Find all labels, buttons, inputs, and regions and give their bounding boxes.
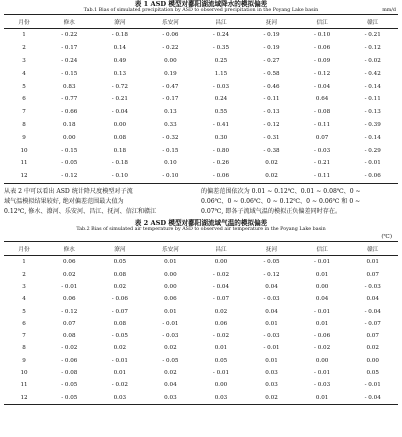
month-cell: 12 xyxy=(4,170,44,183)
table2-header-leanhe: 乐安河 xyxy=(145,242,196,256)
value-cell: - 0.15 xyxy=(162,147,179,154)
value-cell: - 0.02 xyxy=(212,333,230,340)
table2-header-month: 月份 xyxy=(4,242,44,256)
value-cell: 0.03 xyxy=(196,391,247,404)
table1-header-leanhe: 乐安河 xyxy=(145,15,196,29)
table2-subtitle: Tab.2 Bias of simulated air temperature by ASD to observed air temperature in the Poyang Lake basin xyxy=(76,227,326,233)
value-cell: 0.00 xyxy=(164,57,177,64)
paragraph-line: 从表 2 中可以看出 ASD 统计降尺度模型对子流 xyxy=(4,187,133,195)
table-row xyxy=(4,42,398,55)
value-cell: - 0.41 xyxy=(212,121,230,128)
value-cell: 0.00 xyxy=(164,283,177,290)
value-cell: - 0.05 xyxy=(162,357,179,364)
value-cell: 0.08 xyxy=(113,320,127,327)
value-cell: 0.08 xyxy=(113,134,127,141)
month-cell: 10 xyxy=(20,369,28,376)
value-cell: - 0.06 xyxy=(314,333,331,340)
month-cell: 1 xyxy=(22,32,26,39)
table-row xyxy=(4,355,398,367)
value-cell: 0.07 xyxy=(315,134,329,141)
table-row xyxy=(4,80,398,93)
value-cell: 0.01 xyxy=(164,259,177,266)
table2-title: 表 2 ASD 模型对鄱阳湖流域气温的模拟偏差 xyxy=(134,219,268,228)
value-cell: 0.04 xyxy=(265,283,278,290)
table-row xyxy=(4,293,398,305)
body-paragraph xyxy=(4,187,398,218)
value-cell: 0.33 xyxy=(164,121,177,128)
table2-unit: (℃) xyxy=(381,234,392,241)
value-cell: 1.15 xyxy=(214,70,228,77)
value-cell: 0.02 xyxy=(113,345,127,352)
value-cell: 0.03 xyxy=(265,382,278,389)
value-cell: - 0.58 xyxy=(263,70,280,77)
value-cell: - 0.17 xyxy=(162,96,179,103)
value-cell: - 0.04 xyxy=(314,83,331,90)
value-cell: 0.49 xyxy=(113,57,127,64)
value-cell: - 0.01 xyxy=(61,283,78,290)
paragraph-line: 的偏差范围依次为 0.01 ~ 0.12℃、0.01 ~ 0.08℃、0 ~ xyxy=(201,187,361,195)
value-cell: - 0.03 xyxy=(364,283,381,290)
value-cell: 0.06 xyxy=(63,296,76,303)
value-cell: 0.02 xyxy=(366,345,379,352)
table1-header-xinjiang: 信江 xyxy=(297,15,348,29)
value-cell: - 0.05 xyxy=(61,160,78,167)
value-cell: 0.07 xyxy=(63,320,76,327)
value-cell: 0.02 xyxy=(246,391,297,404)
value-cell: 0.02 xyxy=(63,271,76,278)
value-cell: - 0.12 xyxy=(263,121,280,128)
value-cell: 0.02 xyxy=(164,369,177,376)
value-cell: - 0.04 xyxy=(347,391,398,404)
table-row xyxy=(4,131,398,144)
paragraph-line: 0.07℃, 即各子流域气温的模拟正负偏差同时存在。 xyxy=(201,207,342,215)
value-cell: - 0.06 xyxy=(314,45,331,52)
value-cell: - 0.38 xyxy=(263,147,280,154)
value-cell: - 0.29 xyxy=(364,147,381,154)
month-cell: 8 xyxy=(22,345,26,352)
value-cell: - 0.18 xyxy=(111,160,128,167)
value-cell: - 0.02 xyxy=(212,271,230,278)
value-cell: - 0.15 xyxy=(61,147,78,154)
month-cell: 7 xyxy=(22,333,26,340)
value-cell: - 0.01 xyxy=(263,345,280,352)
value-cell: - 0.01 xyxy=(212,369,230,376)
table-row xyxy=(4,367,398,379)
value-cell: - 0.02 xyxy=(364,57,381,64)
table2-header-xinjiang: 信江 xyxy=(297,242,348,256)
month-cell: 11 xyxy=(20,382,28,389)
value-cell: - 0.05 xyxy=(61,382,78,389)
value-cell: - 0.03 xyxy=(162,333,179,340)
value-cell: 0.24 xyxy=(214,96,228,103)
value-cell: 0.02 xyxy=(214,308,228,315)
value-cell: 0.04 xyxy=(265,308,278,315)
value-cell: 0.64 xyxy=(315,96,329,103)
value-cell: - 0.77 xyxy=(61,96,78,103)
month-cell: 4 xyxy=(22,70,26,77)
value-cell: - 0.01 xyxy=(111,357,128,364)
value-cell: - 0.01 xyxy=(314,369,331,376)
table1-header-changjiang: 昌江 xyxy=(196,15,247,29)
month-cell: 12 xyxy=(4,391,44,404)
value-cell: - 0.26 xyxy=(212,160,230,167)
value-cell: - 0.72 xyxy=(111,83,128,90)
value-cell: - 0.14 xyxy=(364,83,381,90)
value-cell: 0.00 xyxy=(214,382,228,389)
value-cell: 0.03 xyxy=(145,391,196,404)
table-row xyxy=(4,281,398,293)
value-cell: 0.06 xyxy=(214,320,228,327)
table2-header-fuhe: 抚河 xyxy=(246,242,297,256)
value-cell: - 0.22 xyxy=(162,45,179,52)
table2-header-xiushui: 修水 xyxy=(44,242,95,256)
value-cell: 0.07 xyxy=(366,333,379,340)
value-cell: - 0.21 xyxy=(314,160,331,167)
table1-title: 表 1 ASD 模型对鄱阳湖流域降水的模拟偏差 xyxy=(134,0,268,8)
value-cell: - 0.12 xyxy=(314,70,331,77)
table2-header-row xyxy=(4,242,398,256)
value-cell: - 0.07 xyxy=(212,296,230,303)
value-cell: - 0.15 xyxy=(61,70,78,77)
month-cell: 3 xyxy=(22,283,26,290)
value-cell: 0.18 xyxy=(63,121,76,128)
value-cell: - 0.03 xyxy=(314,382,331,389)
month-cell: 2 xyxy=(22,45,26,52)
table1-header-liaohe: 潦河 xyxy=(95,15,146,29)
value-cell: - 0.04 xyxy=(364,308,381,315)
value-cell: 0.01 xyxy=(297,391,348,404)
value-cell: - 0.14 xyxy=(364,134,381,141)
value-cell: - 0.24 xyxy=(212,32,230,39)
value-cell: 0.04 xyxy=(366,296,379,303)
value-cell: - 0.11 xyxy=(314,121,331,128)
table-row xyxy=(4,170,398,183)
value-cell: - 0.42 xyxy=(364,70,381,77)
value-cell: - 0.19 xyxy=(263,32,280,39)
table2-header-changjiang: 昌江 xyxy=(196,242,247,256)
table-row xyxy=(4,119,398,132)
table2 xyxy=(4,241,398,405)
value-cell: 0.83 xyxy=(63,83,76,90)
value-cell: - 0.08 xyxy=(61,369,78,376)
value-cell: - 0.21 xyxy=(111,96,128,103)
value-cell: 0.01 xyxy=(214,345,228,352)
value-cell: 0.25 xyxy=(214,57,228,64)
value-cell: - 0.12 xyxy=(263,271,280,278)
table-row xyxy=(4,106,398,119)
month-cell: 5 xyxy=(22,308,26,315)
value-cell: - 0.24 xyxy=(61,57,78,64)
table-row xyxy=(4,93,398,106)
value-cell: - 0.07 xyxy=(111,308,128,315)
value-cell: - 0.39 xyxy=(364,121,381,128)
value-cell: 0.00 xyxy=(164,271,177,278)
value-cell: 0.00 xyxy=(63,134,76,141)
value-cell: - 0.04 xyxy=(111,109,128,116)
value-cell: - 0.10 xyxy=(314,32,331,39)
value-cell: - 0.12 xyxy=(364,45,381,52)
value-cell: - 0.01 xyxy=(314,308,331,315)
value-cell: - 0.10 xyxy=(95,170,146,183)
month-cell: 7 xyxy=(22,109,26,116)
value-cell: - 0.17 xyxy=(61,45,78,52)
value-cell: - 0.05 xyxy=(44,391,95,404)
value-cell: 0.00 xyxy=(315,357,329,364)
table1-header-ganjiang: 赣江 xyxy=(347,15,398,29)
month-cell: 10 xyxy=(20,147,28,154)
value-cell: 0.01 xyxy=(315,271,329,278)
value-cell: - 0.13 xyxy=(263,109,280,116)
table1-subtitle-text: Tab.1 Bias of simulated precipitation by ASD to observed precipitation in the Poyang Lake basin xyxy=(83,8,319,13)
paragraph-line: 域气温模拟结果较好, 绝对偏差范围最大值为 xyxy=(4,197,124,205)
value-cell: 0.02 xyxy=(164,345,177,352)
value-cell: - 0.46 xyxy=(263,83,280,90)
table1-body xyxy=(4,29,398,184)
table-row xyxy=(4,256,398,269)
month-cell: 1 xyxy=(22,259,26,266)
value-cell: - 0.01 xyxy=(364,382,381,389)
value-cell: - 0.09 xyxy=(314,57,331,64)
value-cell: - 0.02 xyxy=(314,345,331,352)
value-cell: 0.02 xyxy=(246,170,297,183)
table-row xyxy=(4,318,398,330)
value-cell: - 0.32 xyxy=(162,134,179,141)
value-cell: - 0.06 xyxy=(162,32,179,39)
value-cell: - 0.07 xyxy=(364,320,381,327)
value-cell: 0.01 xyxy=(164,308,177,315)
value-cell: 0.00 xyxy=(366,357,379,364)
value-cell: - 0.05 xyxy=(111,333,128,340)
table1-subtitle xyxy=(0,8,402,14)
paragraph-right-column xyxy=(201,187,398,218)
value-cell: 0.00 xyxy=(315,283,329,290)
value-cell: 0.02 xyxy=(265,160,278,167)
value-cell: 0.14 xyxy=(113,45,127,52)
value-cell: - 0.12 xyxy=(61,308,78,315)
value-cell: 0.03 xyxy=(95,391,146,404)
value-cell: - 0.21 xyxy=(364,32,381,39)
table-row xyxy=(4,67,398,80)
value-cell: 0.18 xyxy=(113,147,127,154)
month-cell: 6 xyxy=(22,96,26,103)
value-cell: 0.01 xyxy=(265,357,278,364)
table2-header-liaohe: 潦河 xyxy=(95,242,146,256)
value-cell: - 0.80 xyxy=(212,147,230,154)
value-cell: - 0.01 xyxy=(162,320,179,327)
value-cell: 0.01 xyxy=(366,259,379,266)
value-cell: - 0.05 xyxy=(263,259,280,266)
value-cell: - 0.35 xyxy=(212,45,230,52)
table1-header-fuhe: 抚河 xyxy=(246,15,297,29)
value-cell: - 0.31 xyxy=(263,134,280,141)
table2-body xyxy=(4,256,398,405)
value-cell: 0.05 xyxy=(214,357,228,364)
month-cell: 8 xyxy=(22,121,26,128)
value-cell: 0.06 xyxy=(164,296,177,303)
value-cell: - 0.13 xyxy=(364,109,381,116)
value-cell: 0.00 xyxy=(214,259,228,266)
value-cell: 0.08 xyxy=(63,333,76,340)
value-cell: 0.07 xyxy=(366,271,379,278)
value-cell: - 0.08 xyxy=(314,109,331,116)
value-cell: - 0.03 xyxy=(314,147,331,154)
table1-unit: mm/d xyxy=(382,8,396,13)
value-cell: - 0.03 xyxy=(263,333,280,340)
value-cell: - 0.47 xyxy=(162,83,179,90)
value-cell: - 0.04 xyxy=(212,283,230,290)
table-row xyxy=(4,144,398,157)
value-cell: 0.05 xyxy=(366,369,379,376)
value-cell: 0.04 xyxy=(315,296,329,303)
value-cell: - 0.06 xyxy=(196,170,247,183)
value-cell: 0.10 xyxy=(164,160,177,167)
month-cell: 11 xyxy=(20,160,28,167)
value-cell: - 0.02 xyxy=(61,345,78,352)
value-cell: 0.30 xyxy=(214,134,228,141)
value-cell: - 0.01 xyxy=(364,160,381,167)
value-cell: 0.04 xyxy=(164,382,177,389)
value-cell: 0.13 xyxy=(113,70,127,77)
value-cell: 0.02 xyxy=(113,283,127,290)
value-cell: 0.00 xyxy=(113,121,127,128)
table2-header-ganjiang: 赣江 xyxy=(347,242,398,256)
month-cell: 3 xyxy=(22,57,26,64)
value-cell: - 0.02 xyxy=(111,382,128,389)
value-cell: - 0.06 xyxy=(61,357,78,364)
table-row xyxy=(4,55,398,68)
value-cell: 0.05 xyxy=(113,259,127,266)
value-cell: 0.55 xyxy=(214,109,228,116)
value-cell: - 0.10 xyxy=(145,170,196,183)
month-cell: 2 xyxy=(22,271,26,278)
paragraph-line: 0.06℃、0 ~ 0.06℃、0 ~ 0.12℃、0 ~ 0.06℃ 和 0 ~ xyxy=(201,197,361,205)
value-cell: - 0.27 xyxy=(263,57,280,64)
paragraph-line: 0.12℃, 修水、潦河、乐安河、昌江、抚河、信江和赣江 xyxy=(4,207,157,215)
value-cell: - 0.06 xyxy=(111,296,128,303)
month-cell: 4 xyxy=(22,296,26,303)
paragraph-left-column xyxy=(4,187,201,218)
value-cell: - 0.01 xyxy=(314,259,331,266)
table-row xyxy=(4,391,398,404)
table-row xyxy=(4,29,398,42)
value-cell: 0.01 xyxy=(315,320,329,327)
value-cell: - 0.22 xyxy=(61,32,78,39)
value-cell: - 0.11 xyxy=(297,170,348,183)
table-row xyxy=(4,268,398,280)
table-row xyxy=(4,342,398,354)
table1-header-xiushui: 修水 xyxy=(44,15,95,29)
value-cell: 0.13 xyxy=(164,109,177,116)
value-cell: 0.19 xyxy=(164,70,177,77)
table1 xyxy=(4,14,398,184)
value-cell: - 0.12 xyxy=(44,170,95,183)
table-row xyxy=(4,330,398,342)
value-cell: 0.03 xyxy=(265,369,278,376)
table1-header-row xyxy=(4,15,398,29)
value-cell: - 0.18 xyxy=(111,32,128,39)
value-cell: - 0.03 xyxy=(212,83,230,90)
value-cell: 0.08 xyxy=(113,271,127,278)
value-cell: - 0.06 xyxy=(347,170,398,183)
value-cell: - 0.11 xyxy=(263,96,280,103)
month-cell: 6 xyxy=(22,320,26,327)
month-cell: 9 xyxy=(22,357,26,364)
table1-header-month: 月份 xyxy=(4,15,44,29)
month-cell: 5 xyxy=(22,83,26,90)
table-row xyxy=(4,379,398,391)
table-row xyxy=(4,157,398,170)
value-cell: - 0.19 xyxy=(263,45,280,52)
value-cell: - 0.03 xyxy=(263,296,280,303)
value-cell: 0.01 xyxy=(113,369,127,376)
table-row xyxy=(4,305,398,317)
value-cell: 0.01 xyxy=(265,320,278,327)
month-cell: 9 xyxy=(22,134,26,141)
value-cell: - 0.66 xyxy=(61,109,78,116)
value-cell: 0.06 xyxy=(63,259,76,266)
value-cell: - 0.11 xyxy=(364,96,381,103)
